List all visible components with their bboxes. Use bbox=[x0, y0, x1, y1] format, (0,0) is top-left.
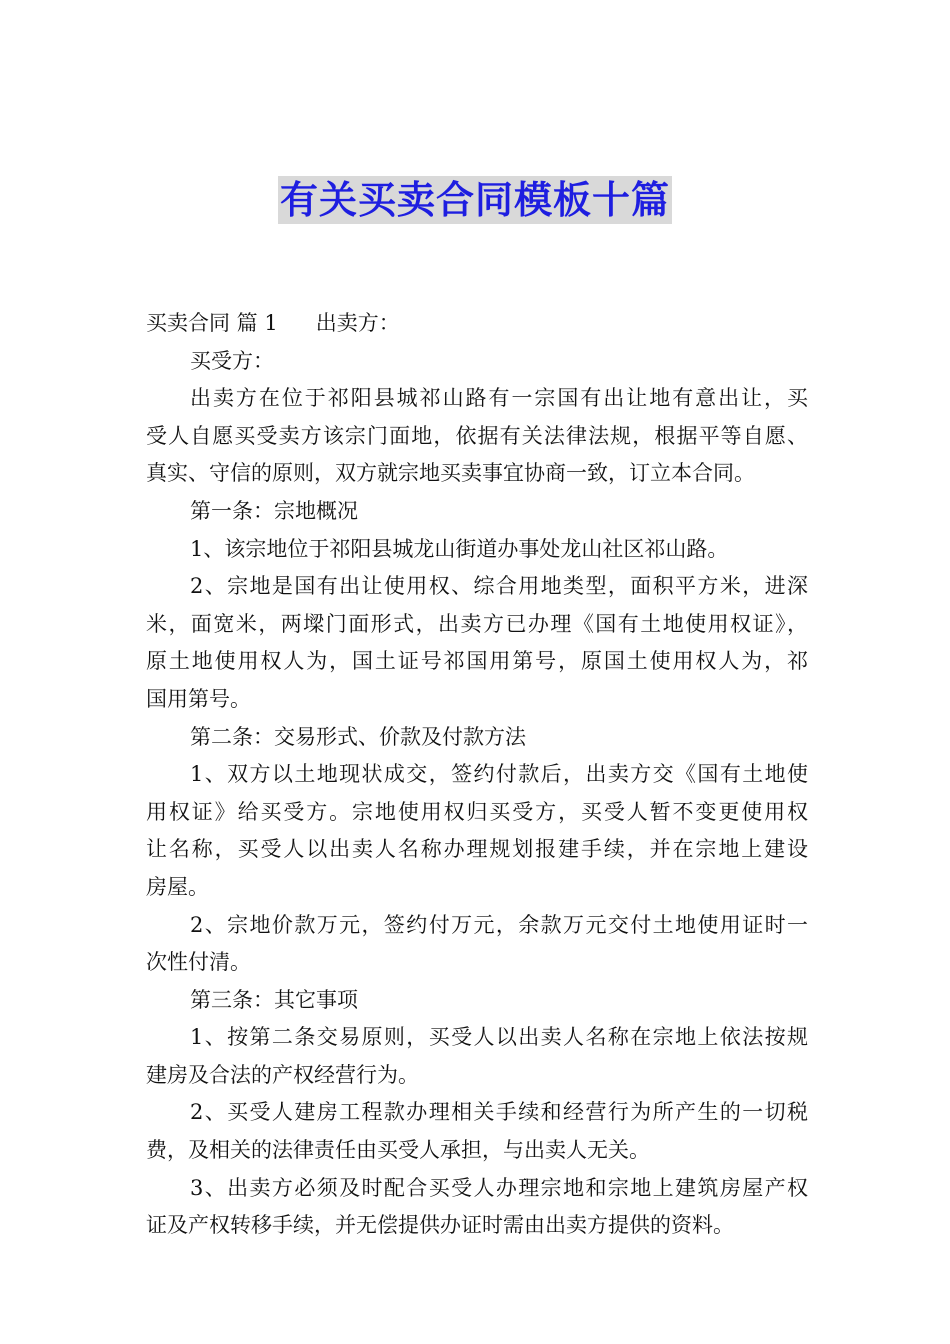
paragraph-line: 1、按第二条交易原则，买受人以出卖人名称在宗地上依法按规 bbox=[190, 1025, 808, 1050]
paragraph-line: 米，面宽米，两墚门面形式，出卖方已办理《国有土地使用权证》， bbox=[146, 611, 808, 636]
paragraph-line: 让名称，买受人以出卖人名称办理规划报建手续，并在宗地上建设 bbox=[146, 837, 808, 862]
article-heading: 第一条：宗地概况 bbox=[190, 498, 358, 523]
paragraph-line: 1、该宗地位于祁阳县城龙山街道办事处龙山社区祁山路。 bbox=[190, 536, 729, 561]
paragraph-line: 真实、守信的原则，双方就宗地买卖事宜协商一致，订立本合同。 bbox=[146, 461, 755, 486]
paragraph-line: 2、宗地是国有出让使用权、综合用地类型，面积平方米，进深 bbox=[190, 574, 808, 599]
paragraph-line: 1、双方以土地现状成交，签约付款后，出卖方交《国有土地使 bbox=[190, 762, 808, 787]
document-body bbox=[146, 305, 808, 1245]
article-heading: 第三条：其它事项 bbox=[190, 987, 358, 1012]
paragraph-line: 出卖方在位于祁阳县城祁山路有一宗国有出让地有意出让，买 bbox=[190, 386, 808, 411]
title-container bbox=[0, 176, 950, 224]
document-title: 有关买卖合同模板十篇 bbox=[279, 178, 670, 222]
section-heading: 买卖合同 篇 1 bbox=[146, 311, 278, 335]
paragraph-line: 2、买受人建房工程款办理相关手续和经营行为所产生的一切税 bbox=[190, 1100, 808, 1125]
paragraph-line: 原土地使用权人为，国土证号祁国用第号，原国土使用权人为，祁 bbox=[146, 649, 808, 674]
paragraph-line: 建房及合法的产权经营行为。 bbox=[146, 1062, 419, 1087]
paragraph-line: 用权证》给买受方。宗地使用权归买受方，买受人暂不变更使用权 bbox=[146, 799, 808, 824]
paragraph-line: 费，及相关的法律责任由买受人承担，与出卖人无关。 bbox=[146, 1138, 650, 1163]
paragraph-line: 3、出卖方必须及时配合买受人办理宗地和宗地上建筑房屋产权 bbox=[190, 1175, 808, 1200]
paragraph-line: 次性付清。 bbox=[146, 950, 251, 975]
paragraph-line: 房屋。 bbox=[146, 874, 209, 899]
paragraph-line: 2、宗地价款万元，签约付万元，余款万元交付土地使用证时一 bbox=[190, 912, 808, 937]
paragraph-line: 证及产权转移手续，并无偿提供办证时需由出卖方提供的资料。 bbox=[146, 1213, 734, 1238]
paragraph-line: 受人自愿买受卖方该宗门面地，依据有关法律法规，根据平等自愿、 bbox=[146, 423, 808, 448]
paragraph-line: 国用第号。 bbox=[146, 686, 251, 711]
buyer-label: 买受方： bbox=[190, 348, 274, 373]
article-heading: 第二条：交易形式、价款及付款方法 bbox=[190, 724, 526, 749]
seller-label: 出卖方： bbox=[315, 311, 400, 335]
section-heading-line bbox=[146, 305, 808, 343]
